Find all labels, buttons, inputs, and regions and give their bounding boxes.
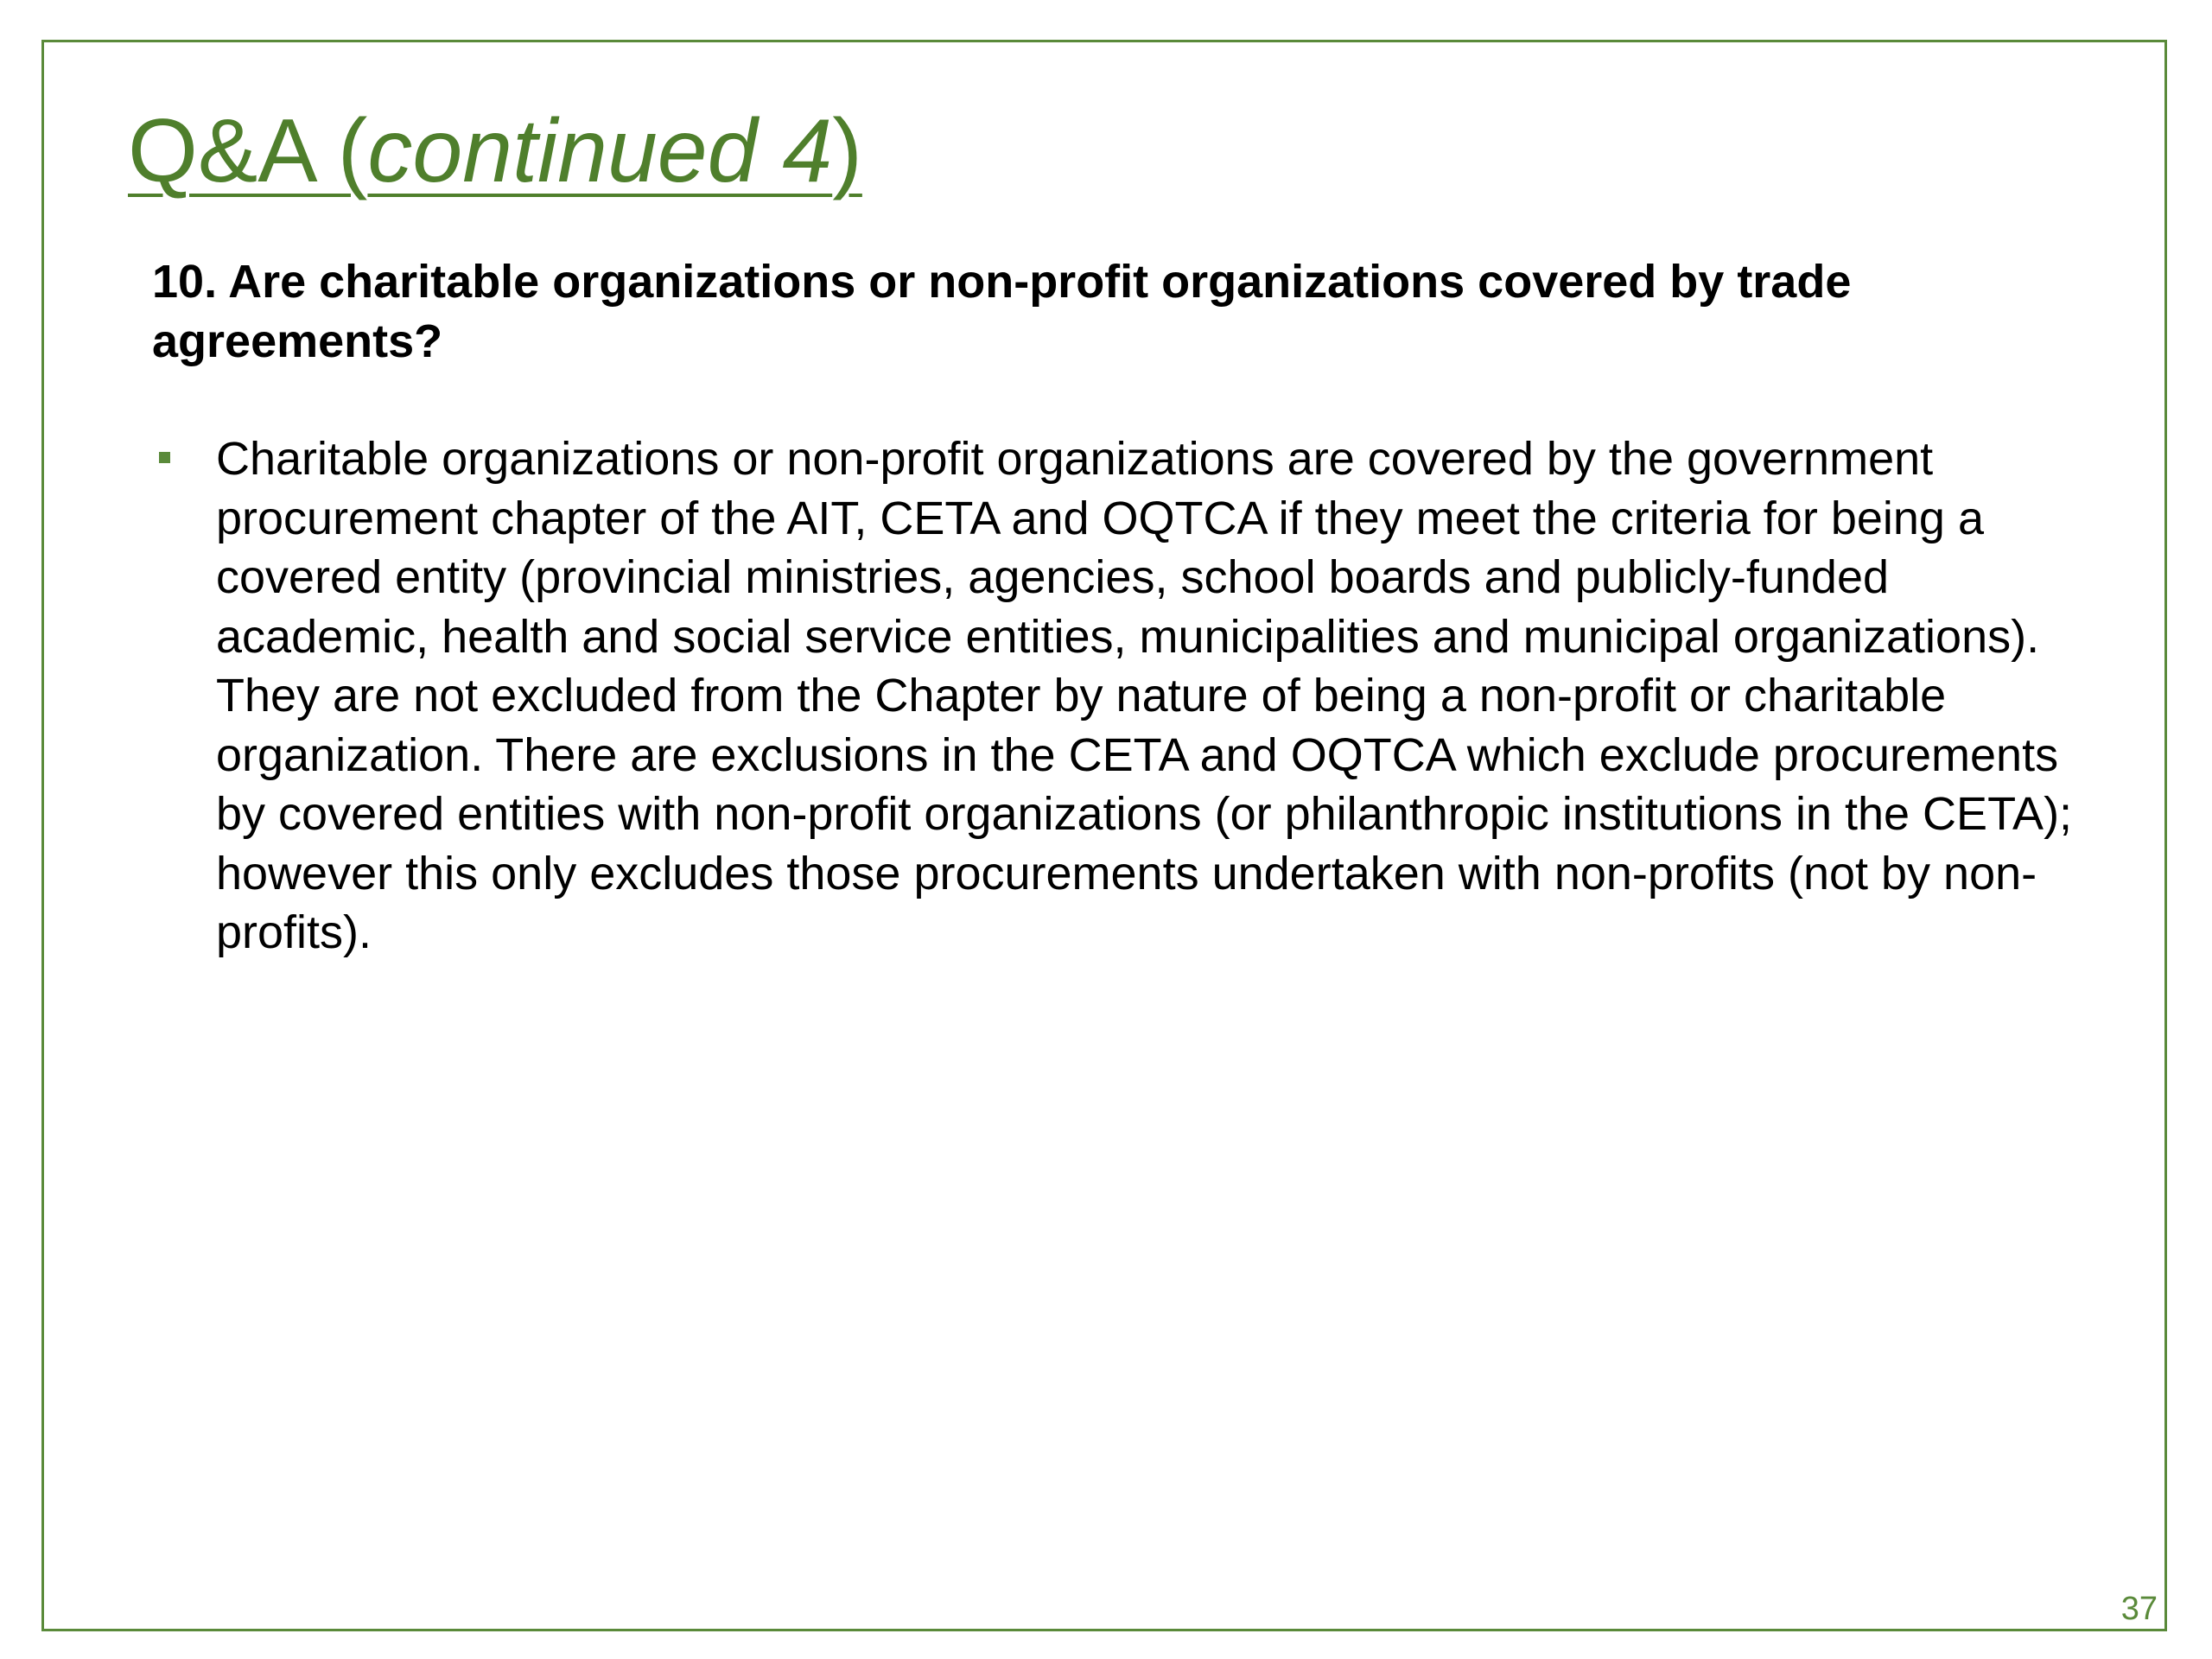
question-heading: 10. Are charitable organizations or non-profit organizations covered by trade agreements?	[152, 256, 1852, 367]
page-number: 37	[2120, 1591, 2158, 1627]
slide-title-close: )	[832, 101, 862, 201]
slide-title-main: Q&A (	[128, 101, 368, 201]
answer-list	[152, 429, 2079, 963]
square-bullet-icon	[159, 452, 170, 463]
answer-list-item	[152, 429, 2079, 963]
slide-title	[128, 102, 862, 200]
answer-text: Charitable organizations or non-profit organizations are covered by the government procurement chapter of the AIT, CETA and OQTCA if they meet the criteria for being a covered entity (provincial ministries, agencies, school boards and publicly-funded academic, health and social service entities, municipalities and municipal organizations). They are not excluded from the Chapter by nature of being a non-profit or charitable organization. There are exclusions in the CETA and OQTCA which exclude procurements by covered entities with non-profit organizations (or philanthropic institutions in the CETA); however this only excludes those procurements undertaken with non-profits (not by non-profits).	[216, 433, 2073, 958]
slide-title-italic: continued 4	[367, 101, 833, 201]
